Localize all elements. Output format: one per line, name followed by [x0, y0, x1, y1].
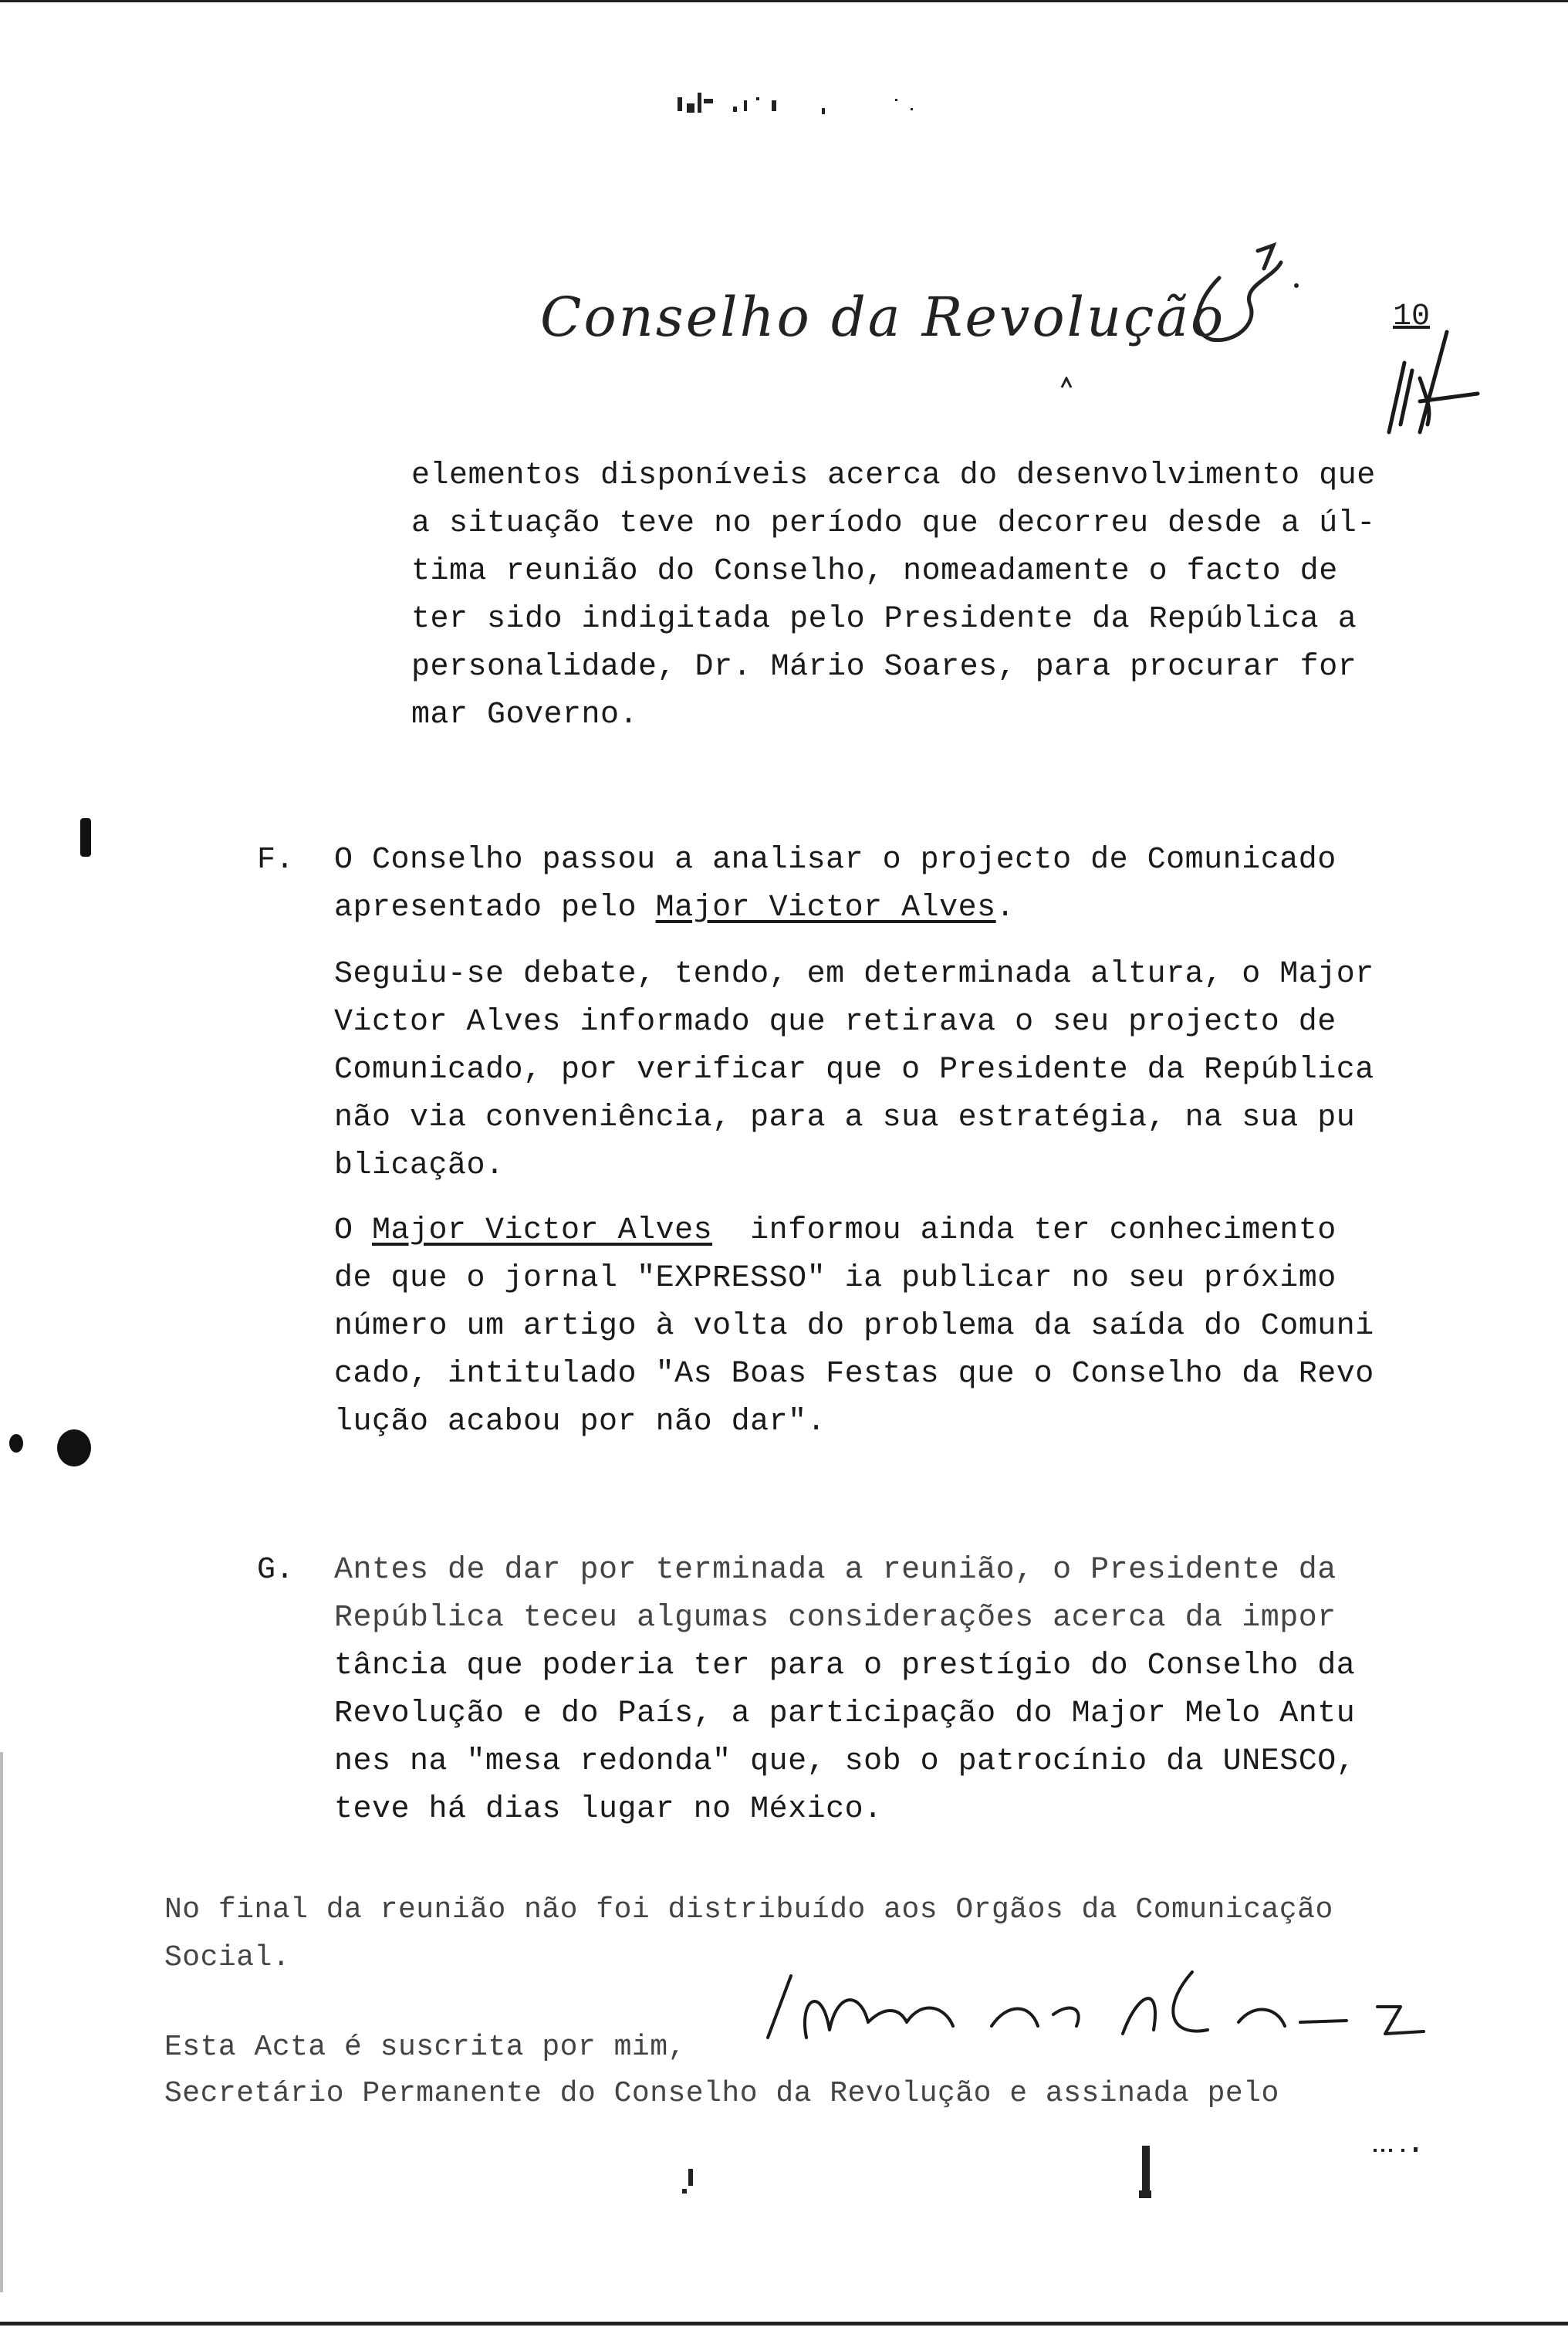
section-f-para3-line: cado, intitulado "As Boas Festas que o Conselho da Revo	[334, 1357, 1374, 1392]
section-f-para3-line: número um artigo à volta do problema da saída do Comuni	[334, 1309, 1374, 1344]
intro-line: a situação teve no período que decorreu desde a úl-	[411, 506, 1376, 541]
section-g-marker: G.	[257, 1553, 295, 1588]
handwritten-initials	[1165, 232, 1304, 355]
section-f-para2-line: não via conveniência, para a sua estratégia, na sua pu	[334, 1101, 1356, 1135]
section-f-para3-line	[334, 1207, 1337, 1255]
accent-mark	[1059, 377, 1074, 391]
text-fragment: .	[995, 891, 1015, 925]
bottom-border	[0, 2322, 1568, 2326]
intro-line: elementos disponíveis acerca do desenvolvimento que	[411, 458, 1376, 493]
rubric-signature	[1374, 316, 1482, 448]
handwritten-signature	[760, 1960, 1439, 2045]
letterhead-title: Conselho da Revolução	[540, 286, 1226, 349]
margin-blot	[80, 818, 91, 857]
margin-blot	[57, 1429, 91, 1466]
margin-blot	[9, 1434, 23, 1453]
page-number: 10	[1393, 299, 1431, 334]
section-g-line: Revolução e do País, a participação do Major Melo Antu	[334, 1696, 1356, 1731]
intro-line: personalidade, Dr. Mário Soares, para procurar for	[411, 650, 1357, 685]
section-f-para2-line: Comunicado, por verificar que o Presidente da República	[334, 1053, 1374, 1088]
intro-line: ter sido indigitada pelo Presidente da República a	[411, 602, 1357, 637]
section-g-line: teve há dias lugar no México.	[334, 1792, 883, 1827]
section-g-line: República teceu algumas considerações acerca da impor	[334, 1601, 1337, 1635]
section-g-line: nes na "mesa redonda" que, sob o patrocínio da UNESCO,	[334, 1744, 1356, 1779]
scan-edge	[0, 1752, 3, 2292]
section-f-line	[334, 885, 1015, 932]
section-f-marker: F.	[257, 843, 295, 878]
closing-line: Social.	[164, 1941, 291, 1974]
section-g-line: Antes de dar por terminada a reunião, o Presidente da	[334, 1553, 1337, 1588]
text-fragment: apresentado pelo	[334, 891, 656, 925]
section-f-line: O Conselho passou a analisar o projecto de Comunicado	[334, 843, 1337, 878]
underlined-name: Major Victor Alves	[372, 1213, 713, 1248]
intro-line: tima reunião do Conselho, nomeadamente o facto de	[411, 554, 1338, 589]
section-f-para2-line: blicação.	[334, 1148, 505, 1183]
section-f-para2-line: Seguiu-se debate, tendo, em determinada altura, o Major	[334, 957, 1374, 992]
section-f-para2-line: Victor Alves informado que retirava o seu projecto de	[334, 1005, 1337, 1040]
section-f-para3-line: lução acabou por não dar".	[334, 1405, 826, 1439]
section-f-para3-line: de que o jornal "EXPRESSO" ia publicar no seu próximo	[334, 1261, 1337, 1296]
intro-line: mar Governo.	[411, 698, 639, 732]
footer-specks	[679, 2138, 1451, 2215]
closing-line: No final da reunião não foi distribuído aos Orgãos da Comunicação	[164, 1893, 1333, 1926]
closing-line: Esta Acta é suscrita por mim,	[164, 2031, 686, 2064]
scan-specks	[664, 77, 1003, 131]
text-fragment: O	[334, 1213, 373, 1248]
underlined-name: Major Victor Alves	[655, 891, 996, 925]
top-border	[0, 0, 1568, 2]
text-fragment: informou ainda ter conhecimento	[712, 1213, 1337, 1248]
section-g-line: tância que poderia ter para o prestígio do Conselho da	[334, 1649, 1356, 1683]
closing-line: Secretário Permanente do Conselho da Revolução e assinada pelo	[164, 2077, 1279, 2110]
